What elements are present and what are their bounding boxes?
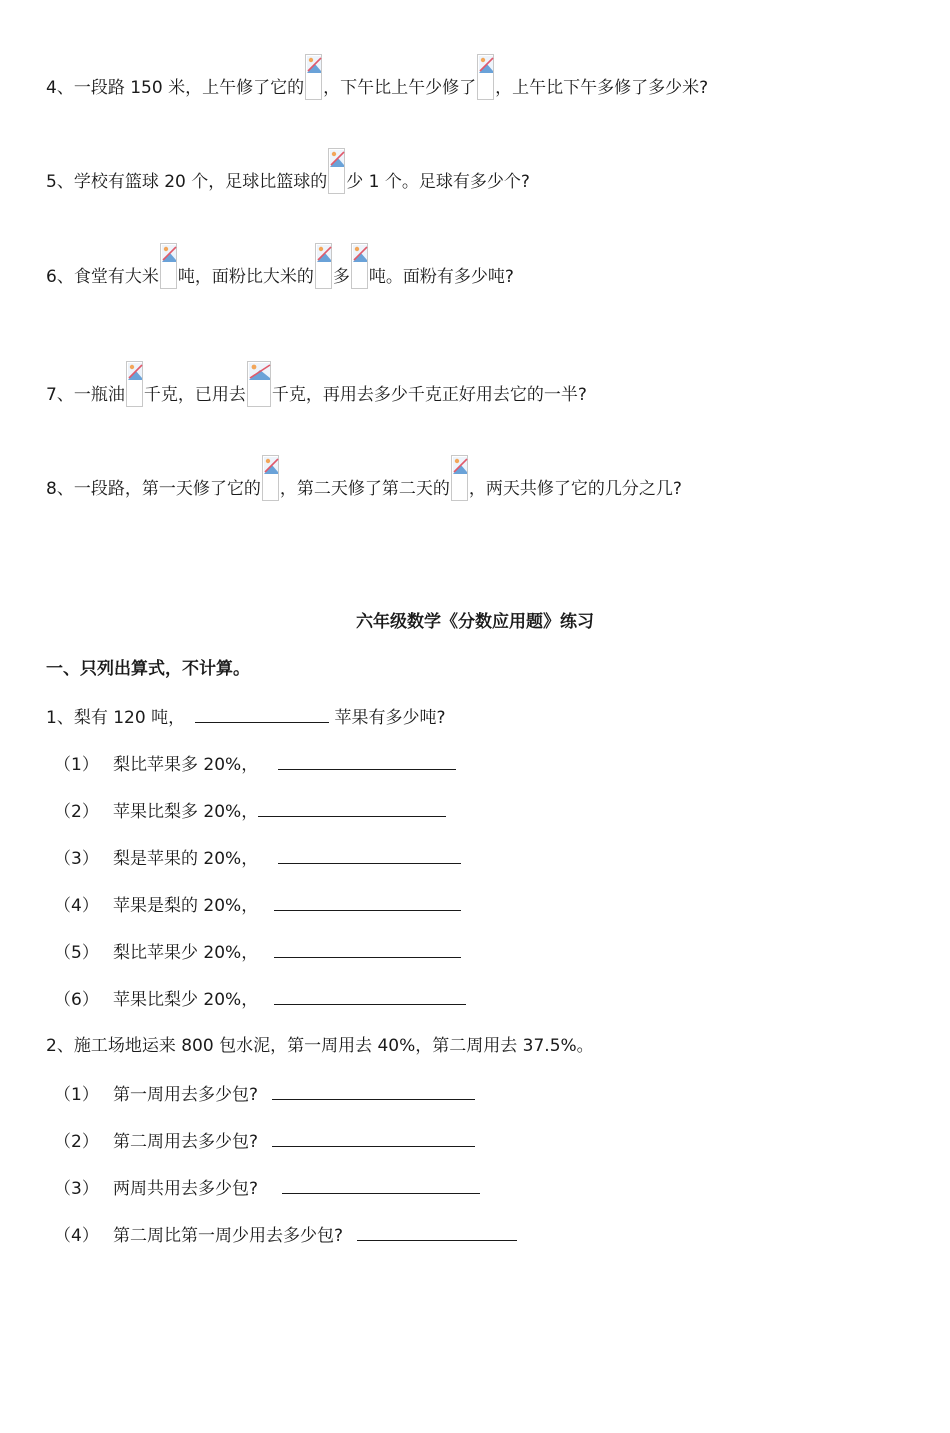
broken-image-icon — [315, 243, 332, 289]
problem-number: 8、 — [46, 479, 74, 499]
problem-number: 6、 — [46, 267, 74, 287]
problem-text: 一瓶油 — [73, 385, 125, 405]
list-item — [54, 751, 456, 777]
broken-image-icon — [247, 361, 271, 407]
broken-image-icon — [451, 455, 468, 501]
problem-text: 千克，再用去多少千克正好用去它的一半? — [271, 385, 587, 405]
problem-text: 一段路，第一天修了它的 — [73, 479, 261, 499]
section-heading: 一、只列出算式，不计算。 — [46, 659, 250, 679]
answer-blank[interactable] — [282, 1175, 480, 1194]
problem-text: 少 1 个。足球有多少个? — [346, 172, 530, 192]
broken-image-icon — [305, 54, 322, 100]
item-number: （1） — [54, 1085, 99, 1105]
question-1-stem-start: 1、梨有 120 吨， — [46, 708, 186, 728]
question-2-stem: 2、施工场地运来 800 包水泥，第一周用去 40%，第二周用去 37.5%。 — [46, 1036, 594, 1056]
problem-text: 一段路 150 米，上午修了它的 — [73, 78, 305, 98]
problem-5 — [46, 148, 530, 194]
item-number: （2） — [54, 802, 99, 822]
broken-image-icon — [328, 148, 345, 194]
page-title: 六年级数学《分数应用题》练习 — [356, 612, 594, 632]
list-item — [54, 1222, 517, 1248]
problem-number: 4、 — [46, 78, 74, 98]
item-text: 苹果比梨多 20%， — [113, 802, 259, 822]
broken-image-icon — [351, 243, 368, 289]
item-text: 苹果比梨少 20%， — [113, 990, 259, 1010]
problem-text: 吨，面粉比大米的 — [177, 267, 314, 287]
problem-text: 多 — [332, 267, 350, 287]
problem-text: ，上午比下午多修了多少米? — [495, 78, 709, 98]
problem-text: 千克，已用去 — [143, 385, 246, 405]
problem-text: ，两天共修了它的几分之几? — [468, 479, 682, 499]
answer-blank[interactable] — [278, 845, 461, 864]
item-number: （1） — [54, 755, 99, 775]
item-number: （2） — [54, 1132, 99, 1152]
answer-blank[interactable] — [274, 939, 461, 958]
list-item — [54, 1128, 475, 1154]
item-number: （3） — [54, 849, 99, 869]
broken-image-icon — [160, 243, 177, 289]
answer-blank[interactable] — [274, 986, 466, 1005]
list-item — [54, 845, 461, 871]
problem-4 — [46, 54, 708, 100]
item-number: （5） — [54, 943, 99, 963]
item-number: （3） — [54, 1179, 99, 1199]
answer-blank[interactable] — [274, 892, 461, 911]
answer-blank[interactable] — [195, 704, 329, 723]
item-number: （4） — [54, 896, 99, 916]
problem-text: 学校有篮球 20 个，足球比篮球的 — [73, 172, 328, 192]
answer-blank[interactable] — [357, 1222, 517, 1241]
answer-blank[interactable] — [272, 1081, 475, 1100]
list-item — [54, 798, 446, 824]
answer-blank[interactable] — [272, 1128, 475, 1147]
item-text: 两周共用去多少包? — [113, 1179, 259, 1199]
list-item — [54, 1175, 480, 1201]
item-text: 梨比苹果少 20%， — [113, 943, 259, 963]
broken-image-icon — [262, 455, 279, 501]
answer-blank[interactable] — [258, 798, 446, 817]
item-number: （4） — [54, 1226, 99, 1246]
broken-image-icon — [477, 54, 494, 100]
problem-number: 5、 — [46, 172, 74, 192]
problem-number: 7、 — [46, 385, 74, 405]
item-text: 梨比苹果多 20%， — [113, 755, 259, 775]
broken-image-icon — [126, 361, 143, 407]
question-1-stem — [46, 704, 446, 730]
problem-text: ，下午比上午少修了 — [323, 78, 477, 98]
problem-text: ，第二天修了第二天的 — [279, 479, 450, 499]
item-text: 苹果是梨的 20%， — [113, 896, 259, 916]
problem-text: 吨。面粉有多少吨? — [368, 267, 514, 287]
list-item — [54, 892, 461, 918]
problem-7 — [46, 361, 587, 407]
question-1-stem-end: 苹果有多少吨? — [329, 708, 446, 728]
item-text: 第二周比第一周少用去多少包? — [113, 1226, 344, 1246]
item-text: 第二周用去多少包? — [113, 1132, 259, 1152]
item-text: 第一周用去多少包? — [113, 1085, 259, 1105]
answer-blank[interactable] — [278, 751, 456, 770]
list-item — [54, 939, 461, 965]
problem-8 — [46, 455, 682, 501]
list-item — [54, 986, 466, 1012]
list-item — [54, 1081, 475, 1107]
item-text: 梨是苹果的 20%， — [113, 849, 259, 869]
item-number: （6） — [54, 990, 99, 1010]
problem-text: 食堂有大米 — [73, 267, 159, 287]
problem-6 — [46, 243, 514, 289]
